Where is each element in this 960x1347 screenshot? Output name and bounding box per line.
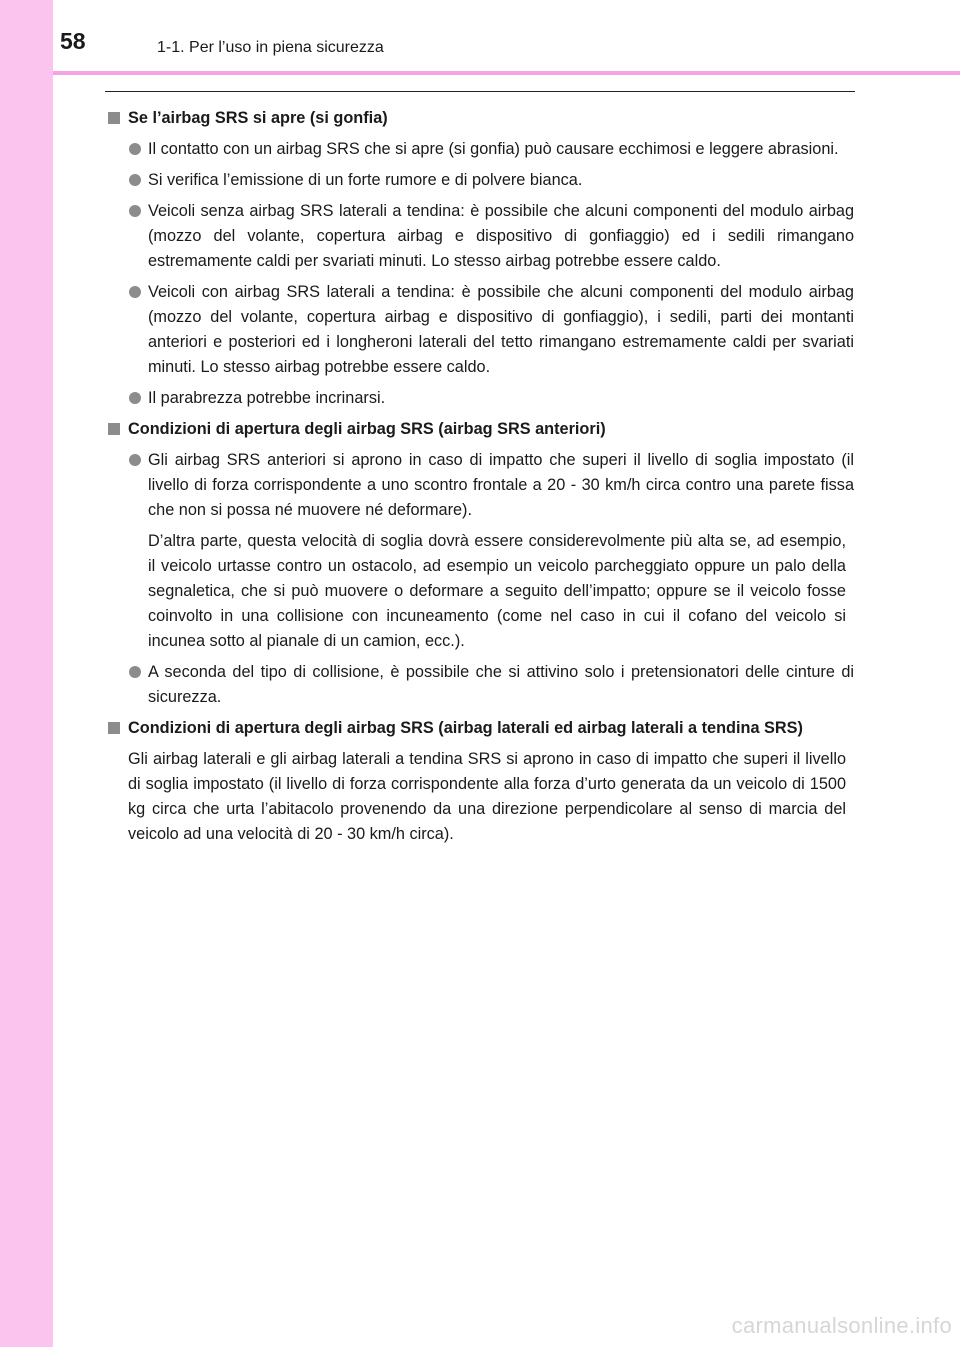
section-paragraph: Gli airbag laterali e gli airbag laterali a tendina SRS si aprono in caso di impatto che superi il livello di soglia impostato (il livello di forza corrispondente alla forza d’urto generata da un veicolo di 1500 kg circa che urta l’abitacolo provenendo da una direzione perpendicolare al senso di marcia del veicolo ad una velocità di 20 - 30 km/h circa). — [128, 750, 846, 843]
square-bullet-icon — [108, 112, 120, 124]
section-side-airbag-conditions — [107, 716, 854, 847]
section-airbag-opens — [107, 106, 854, 411]
bullet-item — [127, 660, 854, 710]
bullet-item — [127, 280, 854, 380]
page-sidebar-band — [0, 0, 53, 1347]
heading-text: Condizioni di apertura degli airbag SRS (airbag SRS anteriori) — [128, 420, 606, 438]
section-front-airbag-conditions — [107, 417, 854, 710]
heading-text: Condizioni di apertura degli airbag SRS (airbag laterali ed airbag laterali a tendina SRS) — [128, 719, 803, 737]
bullet-text: Si verifica l’emissione di un forte rumore e di polvere bianca. — [148, 171, 583, 189]
bullet-text: Veicoli senza airbag SRS laterali a tendina: è possibile che alcuni componenti del modulo airbag (mozzo del volante, copertura airbag e dispositivo di gonfiaggio) ed i sedili rimangano estremamente caldi per svariati minuti. Lo stesso airbag potrebbe essere caldo. — [148, 202, 854, 270]
bullet-text: Il contatto con un airbag SRS che si apre (si gonfia) può causare ecchimosi e leggere abrasioni. — [148, 140, 839, 158]
square-bullet-icon — [108, 722, 120, 734]
bullet-item — [127, 199, 854, 274]
bullet-text: Veicoli con airbag SRS laterali a tendina: è possibile che alcuni componenti del modulo airbag (mozzo del volante, copertura airbag e dispositivo di gonfiaggio), i sedili, parti dei montanti anteriori e posteriori ed i longheroni laterali del tetto rimangano estremamente caldi per svariati minuti. Lo stesso airbag potrebbe essere caldo. — [148, 283, 854, 376]
round-bullet-icon — [129, 286, 141, 298]
round-bullet-icon — [129, 143, 141, 155]
page-content — [107, 106, 854, 853]
round-bullet-icon — [129, 174, 141, 186]
section-heading — [107, 716, 854, 741]
square-bullet-icon — [108, 423, 120, 435]
bullet-text: A seconda del tipo di collisione, è possibile che si attivino solo i pretensionatori delle cinture di sicurezza. — [148, 663, 854, 706]
section-heading — [107, 417, 854, 442]
round-bullet-icon — [129, 392, 141, 404]
watermark-text: carmanualsonline.info — [731, 1313, 952, 1338]
round-bullet-icon — [129, 666, 141, 678]
page-number: 58 — [60, 28, 86, 54]
heading-text: Se l’airbag SRS si apre (si gonfia) — [128, 109, 388, 127]
section-heading — [107, 106, 854, 131]
bullet-item — [127, 137, 854, 162]
bullet-text: Il parabrezza potrebbe incrinarsi. — [148, 389, 386, 407]
page-header — [53, 0, 960, 71]
round-bullet-icon — [129, 454, 141, 466]
bullet-item — [127, 448, 854, 523]
content-top-rule — [105, 91, 855, 92]
chapter-title: 1-1. Per l’uso in piena sicurezza — [157, 39, 384, 56]
header-divider — [53, 71, 960, 75]
bullet-item — [127, 168, 854, 193]
bullet-text: Gli airbag SRS anteriori si aprono in caso di impatto che superi il livello di soglia impostato (il livello di forza corrispondente a uno scontro frontale a 20 - 30 km/h circa contro una parete fissa che non si possa né muovere né deformare). — [148, 451, 854, 519]
bullet-continuation: D’altra parte, questa velocità di soglia dovrà essere considerevolmente più alta se, ad esempio, il veicolo urtasse contro un ostacolo, ad esempio un veicolo parcheggiato oppure un palo della segnaletica, che si può muovere o deformare a seguito dell’impatto; oppure se il veicolo fosse coinvolto in una collisione con incuneamento (come nel caso in cui il cofano del veicolo si incunea sotto al pianale di un camion, ecc.). — [148, 532, 846, 650]
bullet-item — [127, 386, 854, 411]
round-bullet-icon — [129, 205, 141, 217]
